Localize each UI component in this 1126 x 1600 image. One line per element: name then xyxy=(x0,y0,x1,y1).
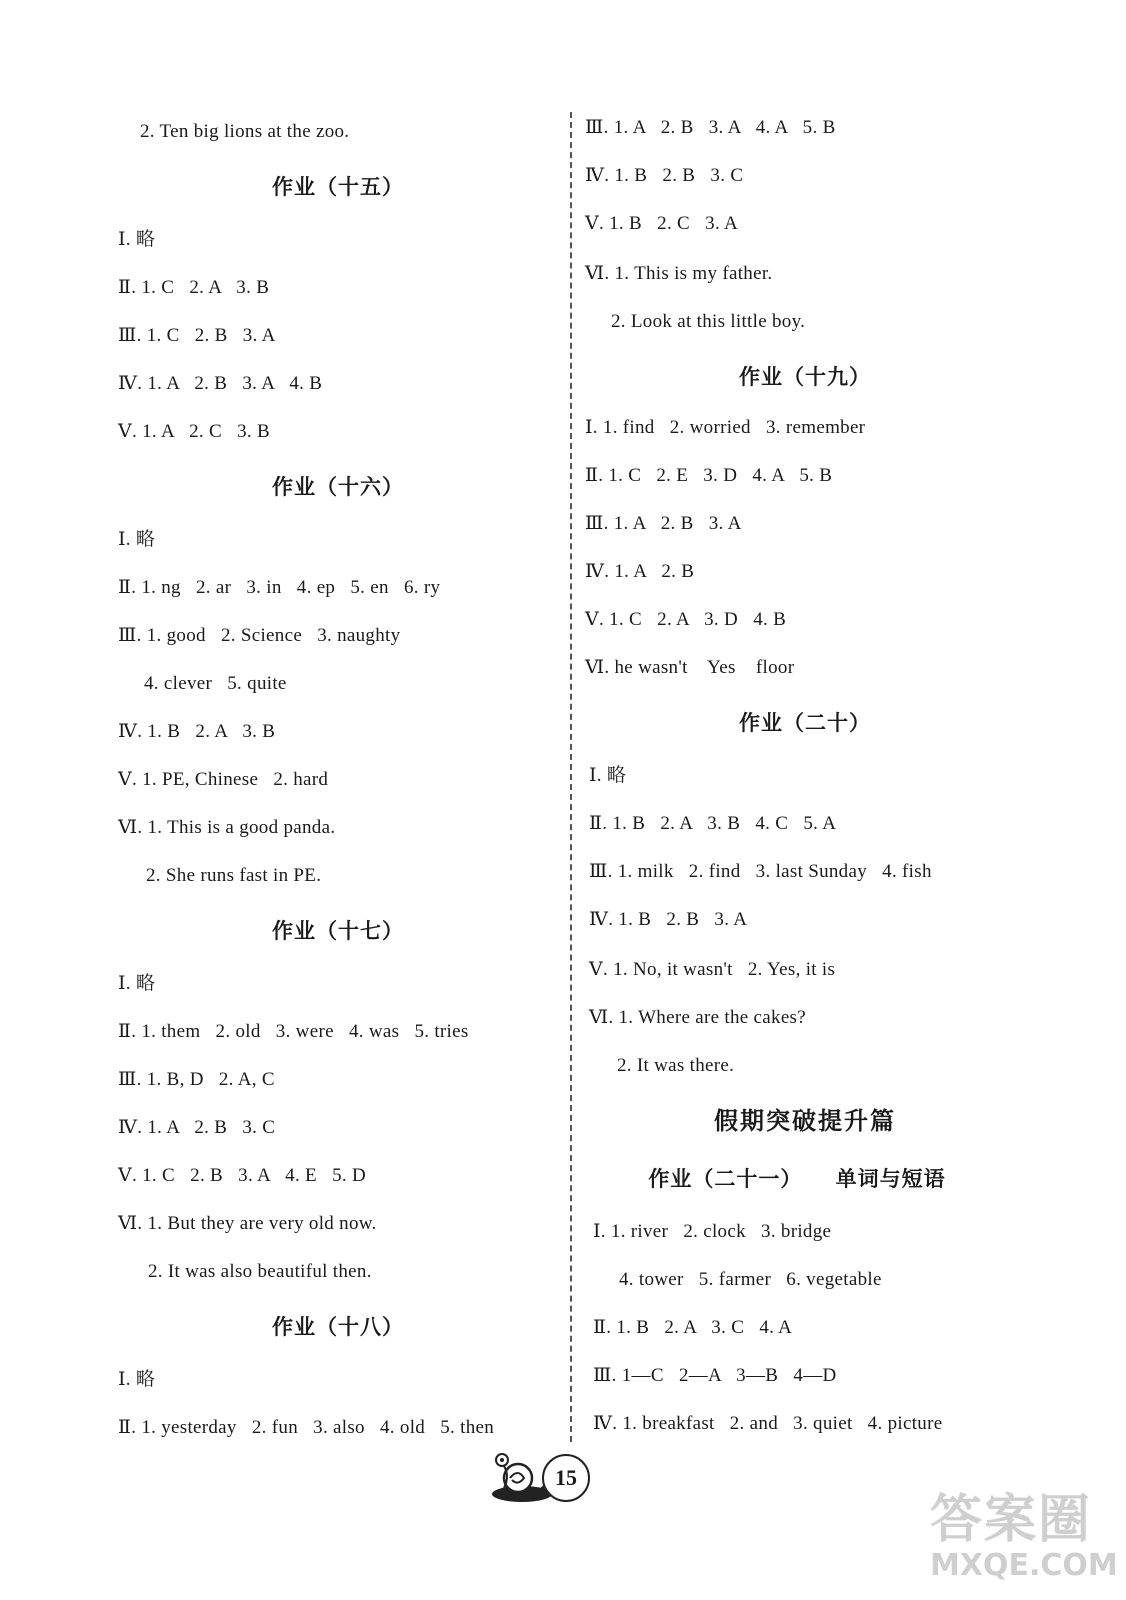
answer-line: 2. She runs fast in PE. xyxy=(146,865,322,886)
answer-line: Ⅳ. 1. B 2. A 3. B xyxy=(118,721,276,742)
hw16-heading: 作业（十六） xyxy=(272,475,404,499)
answer-line: 4. clever 5. quite xyxy=(144,673,287,694)
answer-line: Ⅲ. 1. C 2. B 3. A xyxy=(118,325,276,346)
answer-line: Ⅵ. 1. Where are the cakes? xyxy=(589,1007,806,1028)
answer-line: Ⅳ. 1. A 2. B 3. C xyxy=(118,1117,276,1138)
answer-line: Ⅳ. 1. A 2. B xyxy=(585,561,695,582)
watermark-logo: 答案圈 xyxy=(930,1490,1093,1550)
answer-line: Ⅲ. 1. milk 2. find 3. last Sunday 4. fish xyxy=(589,861,932,882)
answer-line: Ⅰ. 略 xyxy=(118,529,156,550)
answer-line: Ⅱ. 1. ng 2. ar 3. in 4. ep 5. en 6. ry xyxy=(118,577,441,598)
column-divider xyxy=(570,112,572,1442)
page-number: 15 xyxy=(542,1454,590,1502)
answer-line: Ⅱ. 1. C 2. E 3. D 4. A 5. B xyxy=(585,465,833,486)
hw20-heading: 作业（二十） xyxy=(739,711,871,735)
answer-line: Ⅱ. 1. B 2. A 3. C 4. A xyxy=(593,1317,793,1338)
answer-line: Ⅳ. 1. breakfast 2. and 3. quiet 4. picture xyxy=(593,1413,943,1434)
answer-line: Ⅴ. 1. C 2. B 3. A 4. E 5. D xyxy=(118,1165,367,1186)
answer-line: Ⅲ. 1. good 2. Science 3. naughty xyxy=(118,625,401,646)
answer-line: Ⅰ. 1. find 2. worried 3. remember xyxy=(585,417,866,438)
answer-line: Ⅲ. 1. B, D 2. A, C xyxy=(118,1069,275,1090)
answer-line: 2. Ten big lions at the zoo. xyxy=(140,121,350,142)
answer-line: Ⅴ. 1. C 2. A 3. D 4. B xyxy=(585,609,787,630)
answer-line: Ⅱ. 1. them 2. old 3. were 4. was 5. tries xyxy=(118,1021,469,1042)
answer-line: Ⅲ. 1—C 2—A 3—B 4—D xyxy=(593,1365,837,1386)
page-footer xyxy=(488,1448,608,1508)
answer-line: Ⅳ. 1. B 2. B 3. C xyxy=(585,165,744,186)
answer-line: Ⅴ. 1. B 2. C 3. A xyxy=(585,213,739,234)
answer-line: Ⅱ. 1. B 2. A 3. B 4. C 5. A xyxy=(589,813,837,834)
answer-line: Ⅲ. 1. A 2. B 3. A xyxy=(585,513,742,534)
answer-line: Ⅰ. 略 xyxy=(118,229,156,250)
answer-line: 2. It was there. xyxy=(617,1055,735,1076)
hw19-heading: 作业（十九） xyxy=(739,365,871,389)
watermark-url: MXQE.COM xyxy=(930,1548,1118,1583)
answer-line: Ⅵ. 1. But they are very old now. xyxy=(118,1213,377,1234)
answer-line: Ⅳ. 1. A 2. B 3. A 4. B xyxy=(118,373,323,394)
answer-line: Ⅱ. 1. C 2. A 3. B xyxy=(118,277,270,298)
answer-line: Ⅰ. 略 xyxy=(589,765,627,786)
answer-line: Ⅱ. 1. yesterday 2. fun 3. also 4. old 5. then xyxy=(118,1417,495,1438)
answer-line: Ⅴ. 1. PE, Chinese 2. hard xyxy=(118,769,329,790)
hw17-heading: 作业（十七） xyxy=(272,919,404,943)
answer-line: Ⅳ. 1. B 2. B 3. A xyxy=(589,909,748,930)
answer-line: 2. Look at this little boy. xyxy=(611,311,806,332)
answer-line: 4. tower 5. farmer 6. vegetable xyxy=(619,1269,882,1290)
answer-line: Ⅵ. he wasn't Yes floor xyxy=(585,657,795,678)
answer-line: Ⅵ. 1. This is a good panda. xyxy=(118,817,336,838)
answer-line: Ⅴ. 1. No, it wasn't 2. Yes, it is xyxy=(589,959,836,980)
answer-line: Ⅴ. 1. A 2. C 3. B xyxy=(118,421,270,442)
answer-line: 2. It was also beautiful then. xyxy=(148,1261,372,1282)
watermark xyxy=(930,1490,1120,1600)
answer-line: Ⅰ. 1. river 2. clock 3. bridge xyxy=(593,1221,832,1242)
hw21-heading: 作业（二十一） 单词与短语 xyxy=(648,1167,946,1191)
hw18-heading: 作业（十八） xyxy=(272,1315,404,1339)
answer-line: Ⅵ. 1. This is my father. xyxy=(585,263,773,284)
answer-line: Ⅰ. 略 xyxy=(118,1369,156,1390)
answer-line: Ⅲ. 1. A 2. B 3. A 4. A 5. B xyxy=(585,117,836,138)
section-title: 假期突破提升篇 xyxy=(714,1107,896,1135)
hw15-heading: 作业（十五） xyxy=(272,175,404,199)
answer-line: Ⅰ. 略 xyxy=(118,973,156,994)
